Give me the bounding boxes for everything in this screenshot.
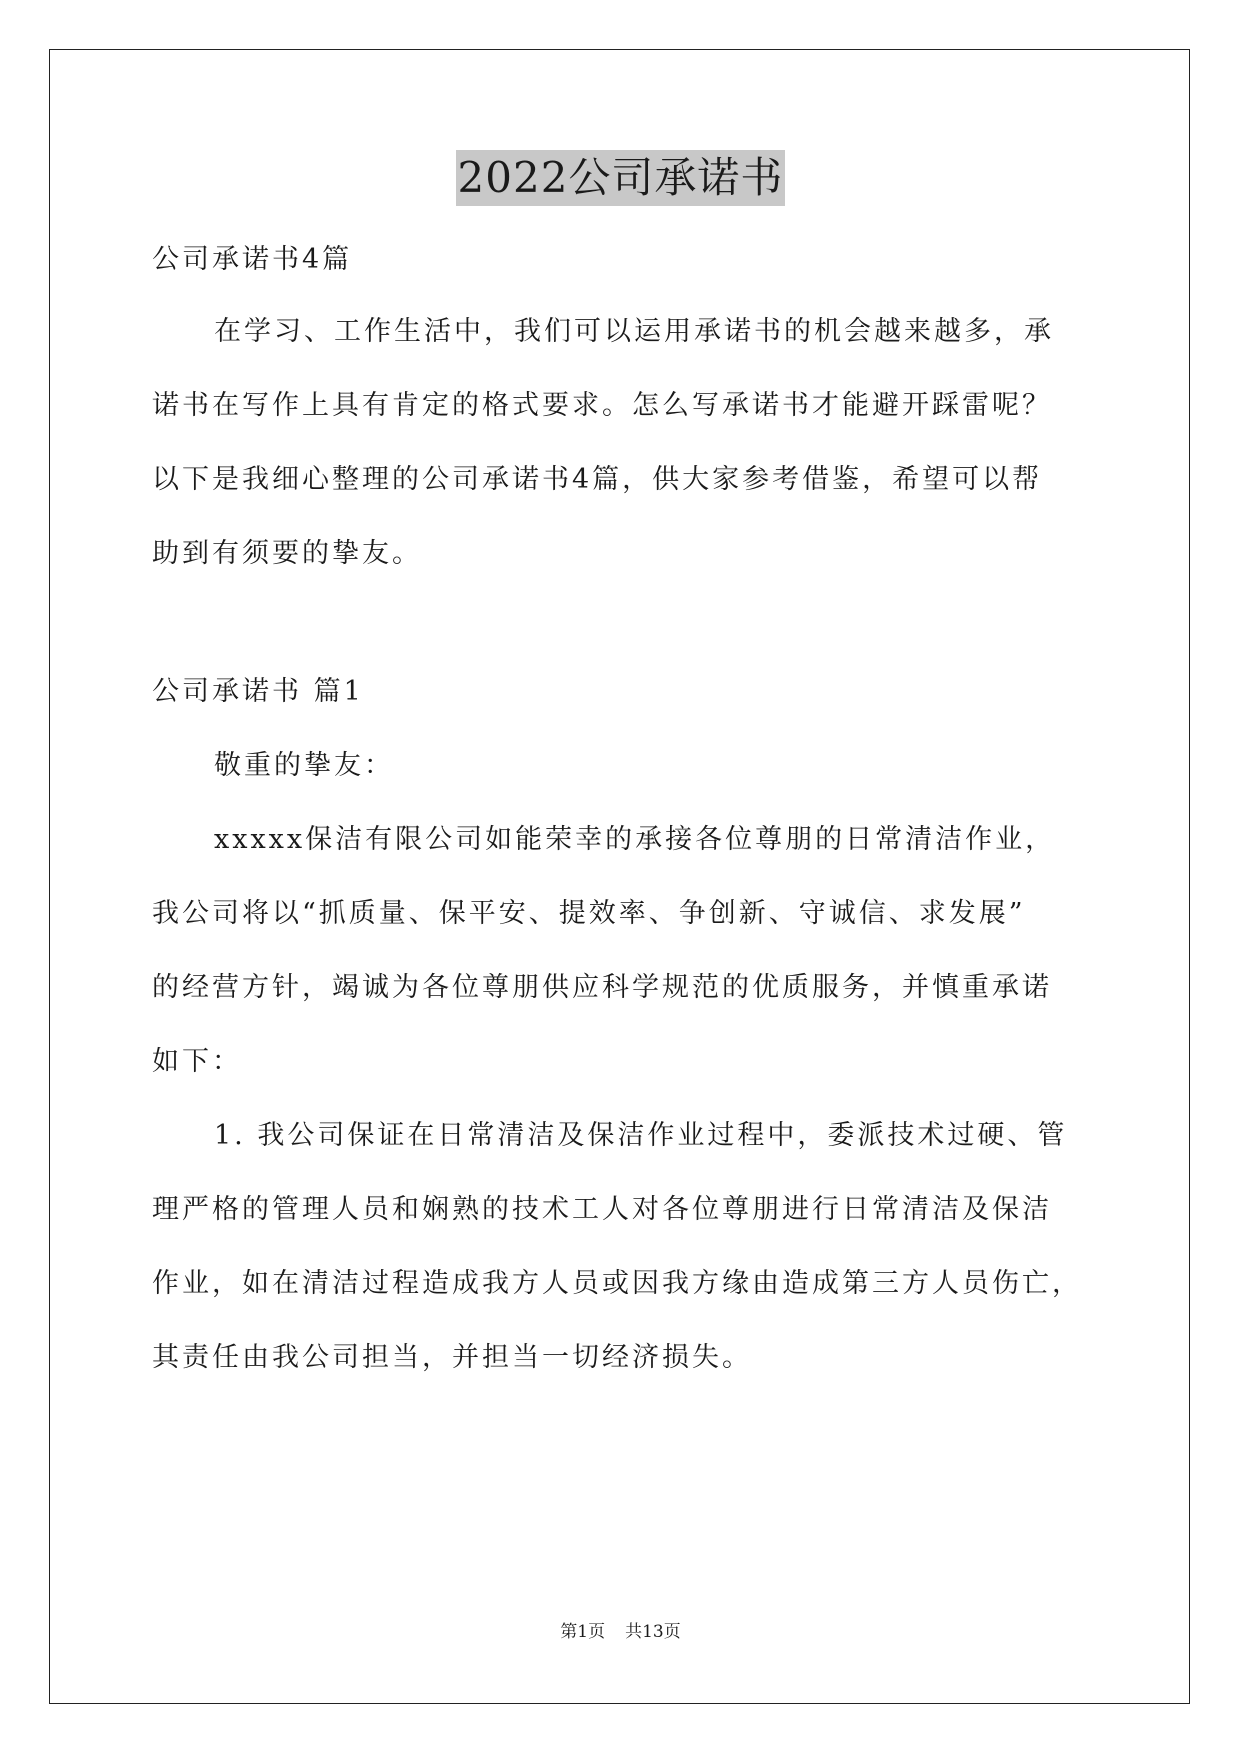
para1-line-3: 的经营方针，竭诚为各位尊朋供应科学规范的优质服务，并慎重承诺 xyxy=(152,972,1052,1003)
subtitle: 公司承诺书4篇 xyxy=(152,244,353,275)
para1-line-2: 我公司将以“抓质量、保平安、提效率、争创新、守诚信、求发展” xyxy=(152,898,1026,929)
greeting: 敬重的挚友： xyxy=(214,750,394,781)
intro-line-3: 以下是我细心整理的公司承诺书4篇，供大家参考借鉴，希望可以帮 xyxy=(152,464,1043,495)
para2-line-3: 作业，如在清洁过程造成我方人员或因我方缘由造成第三方人员伤亡， xyxy=(152,1268,1082,1299)
intro-line-2: 诺书在写作上具有肯定的格式要求。怎么写承诺书才能避开踩雷呢？ xyxy=(152,390,1052,421)
intro-line-4: 助到有须要的挚友。 xyxy=(152,538,422,569)
intro-line-1: 在学习、工作生活中，我们可以运用承诺书的机会越来越多，承 xyxy=(214,316,1054,347)
page-border xyxy=(49,49,1190,1704)
para2-line-1: 1. 我公司保证在日常清洁及保洁作业过程中，委派技术过硬、管 xyxy=(214,1120,1068,1151)
para2-line-2: 理严格的管理人员和娴熟的技术工人对各位尊朋进行日常清洁及保洁 xyxy=(152,1194,1052,1225)
title-wrap xyxy=(0,150,1241,206)
para1-line-1: xxxxx保洁有限公司如能荣幸的承接各位尊朋的日常清洁作业， xyxy=(214,824,1056,855)
section-heading: 公司承诺书 篇1 xyxy=(152,676,364,707)
para1-line-4: 如下： xyxy=(152,1046,242,1077)
document-title: 2022公司承诺书 xyxy=(456,150,786,206)
page-number-current: 第1页 xyxy=(560,1622,606,1642)
page-number-total: 共13页 xyxy=(625,1622,681,1642)
para2-line-4: 其责任由我公司担当，并担当一切经济损失。 xyxy=(152,1342,752,1373)
page-footer xyxy=(0,1620,1241,1644)
